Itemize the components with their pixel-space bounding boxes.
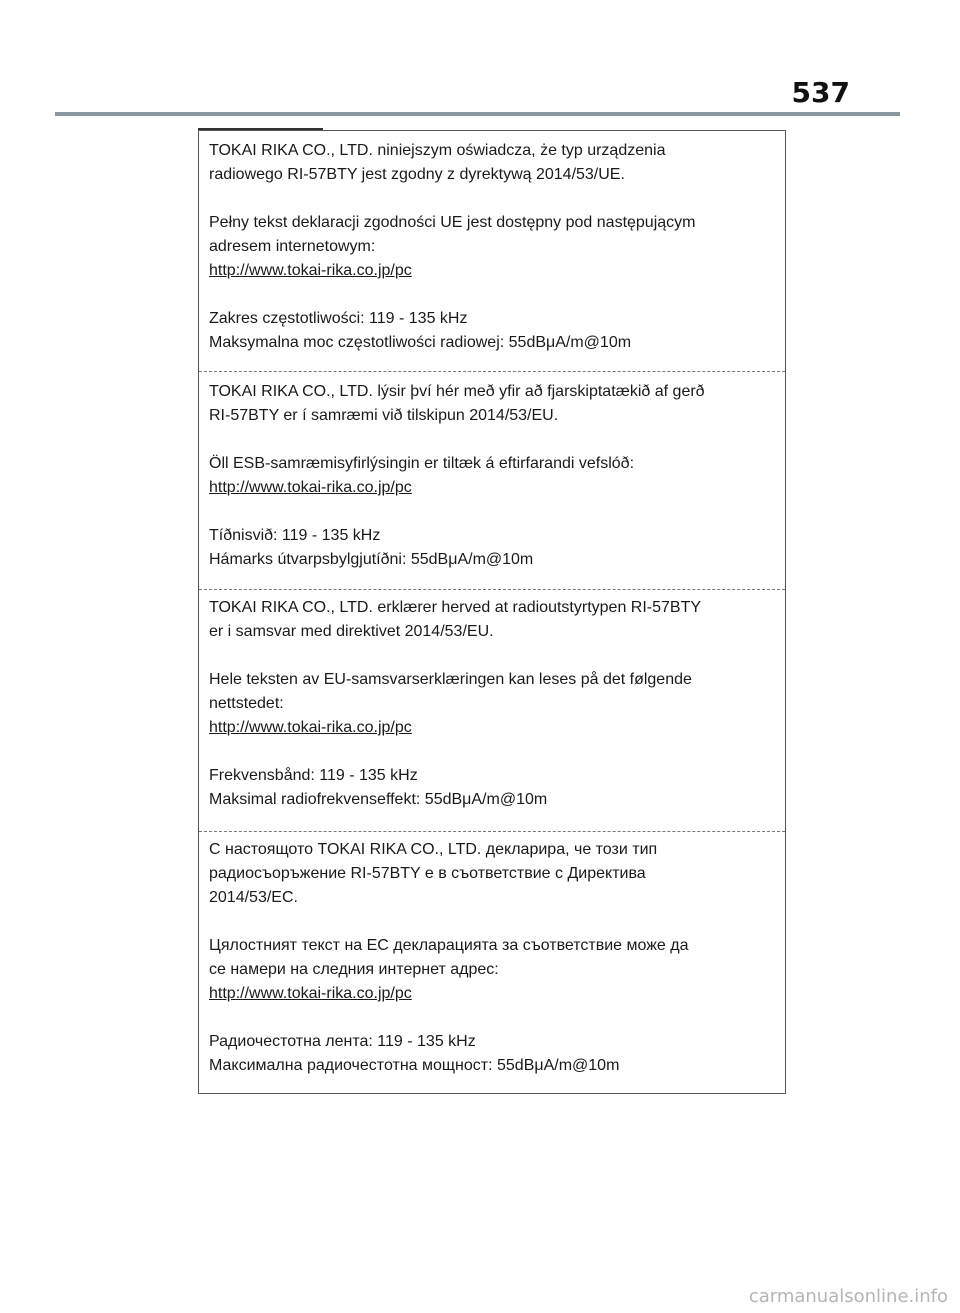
declaration-url-link[interactable]: http://www.tokai-rika.co.jp/pc <box>209 719 412 736</box>
frequency-range: Zakres częstotliwości: 119 - 135 kHz <box>209 310 468 327</box>
frequency-range: Радиочестотна лента: 119 - 135 kHz <box>209 1033 476 1050</box>
declaration-section-is <box>199 371 785 572</box>
max-power: Maksymalna moc częstotliwości radiowej: 55dBμA/m@10m <box>209 334 632 351</box>
declaration-section-no <box>199 589 785 812</box>
declaration-section-pl <box>199 139 785 355</box>
declaration-line: radiowego RI-57BTY jest zgodny z dyrektywą 2014/53/UE. <box>209 166 625 183</box>
declaration-line: 2014/53/ЕС. <box>209 889 298 906</box>
fulltext-line: adresem internetowym: <box>209 238 376 255</box>
watermark: carmanualsonline.info <box>748 1286 948 1307</box>
fulltext-line: се намери на следния интернет адрес: <box>209 961 499 978</box>
max-power: Hámarks útvarpsbylgjutíðni: 55dBμA/m@10m <box>209 551 534 568</box>
declaration-line: er i samsvar med direktivet 2014/53/EU. <box>209 623 494 640</box>
frequency-range: Tíðnisvið: 119 - 135 kHz <box>209 527 381 544</box>
declaration-url-link[interactable]: http://www.tokai-rika.co.jp/pc <box>209 479 412 496</box>
declaration-box <box>198 130 786 1094</box>
max-power: Maksimal radiofrekvenseffekt: 55dBμA/m@10m <box>209 791 548 808</box>
declaration-line: TOKAI RIKA CO., LTD. erklærer herved at radioutstyrtypen RI-57BTY <box>209 599 702 616</box>
fulltext-line: Hele teksten av EU-samsvarserklæringen kan leses på det følgende <box>209 671 692 688</box>
declaration-url-link[interactable]: http://www.tokai-rika.co.jp/pc <box>209 985 412 1002</box>
fulltext-line: Öll ESB-samræmisyfirlýsingin er tiltæk á eftirfarandi vefslóð: <box>209 455 635 472</box>
fulltext-line: Цялостният текст на ЕС декларацията за съответствие може да <box>209 937 689 954</box>
declaration-line: TOKAI RIKA CO., LTD. lýsir því hér með yfir að fjarskiptatækið af gerð <box>209 383 705 400</box>
declaration-line: TOKAI RIKA CO., LTD. niniejszym oświadcza, że typ urządzenia <box>209 142 666 159</box>
page-number: 537 <box>791 76 850 109</box>
header-rule <box>55 112 900 116</box>
fulltext-line: nettstedet: <box>209 695 284 712</box>
declaration-url-link[interactable]: http://www.tokai-rika.co.jp/pc <box>209 262 412 279</box>
frequency-range: Frekvensbånd: 119 - 135 kHz <box>209 767 418 784</box>
declaration-line: радиосъоръжение RI-57BTY е в съответствие с Директива <box>209 865 646 882</box>
fulltext-line: Pełny tekst deklaracji zgodności UE jest dostępny pod następującym <box>209 214 696 231</box>
declaration-line: RI-57BTY er í samræmi við tilskipun 2014/53/EU. <box>209 407 559 424</box>
declaration-line: С настоящото TOKAI RIKA CO., LTD. декларира, че този тип <box>209 841 658 858</box>
declaration-section-bg <box>199 831 785 1078</box>
max-power: Максимална радиочестотна мощност: 55dBμA/m@10m <box>209 1057 620 1074</box>
